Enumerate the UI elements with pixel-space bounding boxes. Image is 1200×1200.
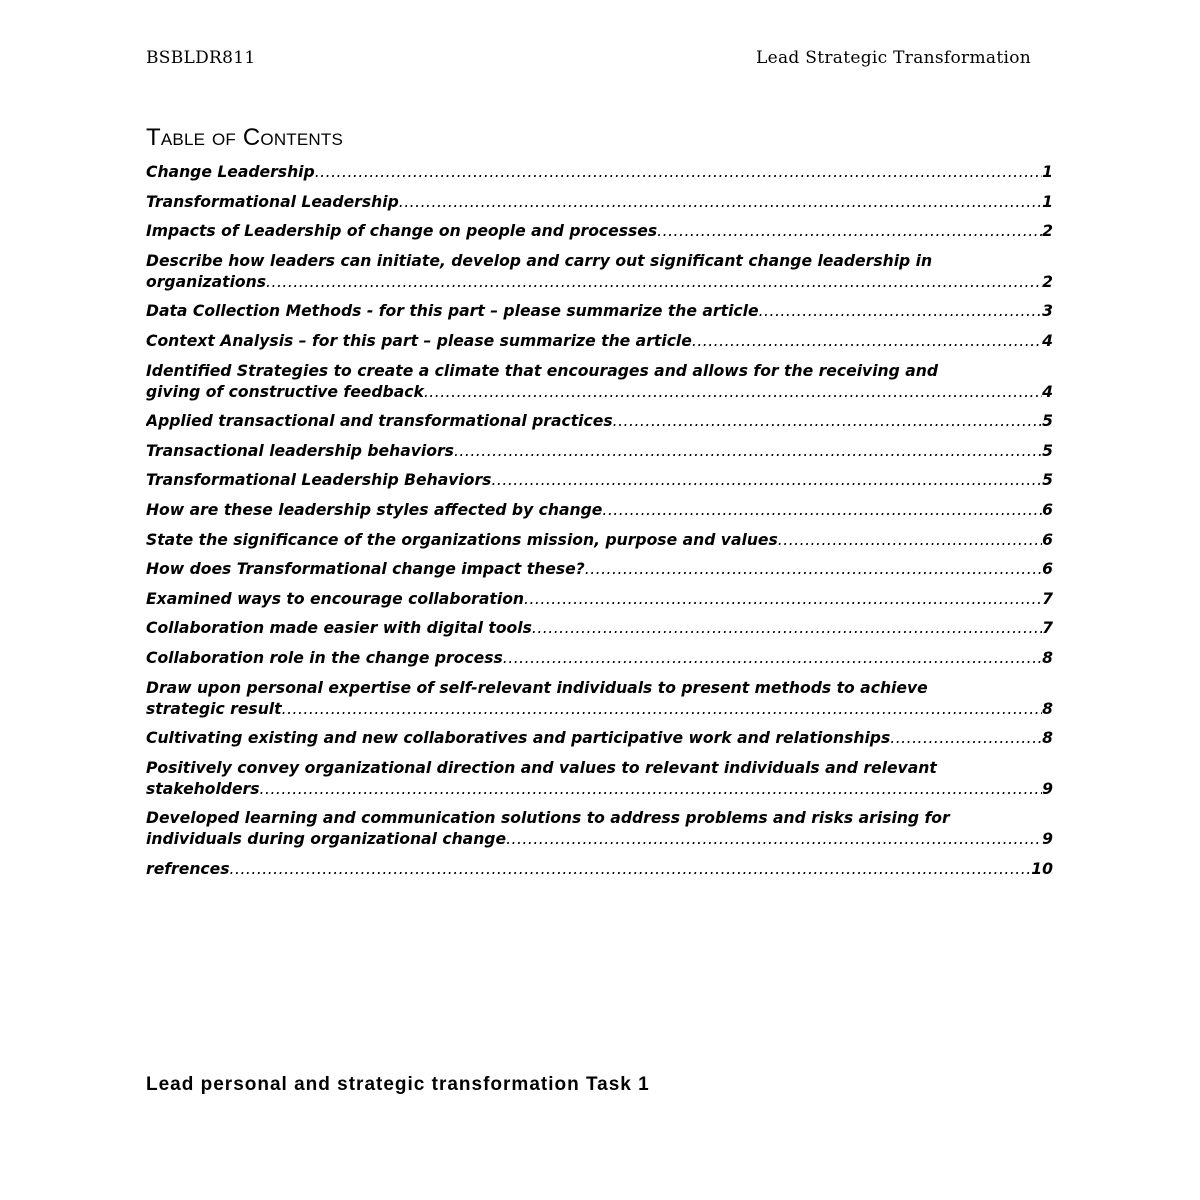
toc-entry[interactable] <box>146 162 1053 183</box>
toc-entry[interactable] <box>146 758 1053 800</box>
toc-dot-leader <box>503 648 1042 669</box>
toc-entry-line <box>146 500 1053 521</box>
toc-entry-title[interactable]: Developed learning and communication solutions to address problems and risks arising for <box>146 809 950 828</box>
toc-entry-line <box>146 699 1053 720</box>
toc-entry[interactable] <box>146 411 1053 432</box>
toc-entry-title-continuation[interactable]: stakeholders <box>146 779 260 798</box>
toc-page-number[interactable]: 1 <box>1042 192 1053 211</box>
toc-entry[interactable] <box>146 361 1053 403</box>
toc-dot-leader <box>778 530 1042 551</box>
toc-entry-title[interactable]: Cultivating existing and new collaboratives and participative work and relationships <box>146 729 891 748</box>
toc-entry-line <box>146 272 1053 293</box>
toc-page-number[interactable]: 3 <box>1042 302 1053 321</box>
toc-entry-title[interactable]: Positively convey organizational direction and values to relevant individuals and relevant <box>146 758 937 777</box>
toc-page-number[interactable]: 4 <box>1042 382 1053 401</box>
toc-entry-line <box>146 382 1053 403</box>
toc-entry[interactable] <box>146 859 1053 880</box>
toc-entry[interactable] <box>146 618 1053 639</box>
toc-dot-leader <box>491 470 1042 491</box>
toc-entry-line <box>146 648 1053 669</box>
toc-dot-leader <box>532 618 1042 639</box>
toc-dot-leader <box>759 301 1043 322</box>
toc-page-number[interactable]: 6 <box>1042 560 1053 579</box>
toc-page-number[interactable]: 8 <box>1042 648 1053 667</box>
toc-dot-leader <box>315 162 1042 183</box>
toc-entry[interactable] <box>146 221 1053 242</box>
toc-entry[interactable] <box>146 441 1053 462</box>
toc-dot-leader <box>613 411 1043 432</box>
toc-entry-line <box>146 221 1053 242</box>
toc-page-number[interactable]: 8 <box>1042 699 1053 718</box>
toc-entry-line <box>146 728 1053 749</box>
toc-entry-title[interactable]: How does Transformational change impact these? <box>146 560 585 579</box>
toc-dot-leader <box>399 192 1042 213</box>
toc-entry[interactable] <box>146 500 1053 521</box>
task-heading: Lead personal and strategic transformation Task 1 <box>146 1074 650 1095</box>
header-document-title: Lead Strategic Transformation <box>756 48 1031 68</box>
toc-entry-line <box>146 859 1053 880</box>
toc-entry-line <box>146 162 1053 183</box>
toc-entry[interactable] <box>146 331 1053 352</box>
toc-entry[interactable] <box>146 589 1053 610</box>
toc-page-number[interactable]: 7 <box>1042 619 1053 638</box>
toc-page-number[interactable]: 9 <box>1042 779 1053 798</box>
toc-dot-leader <box>524 589 1042 610</box>
toc-entry-title[interactable]: Examined ways to encourage collaboration <box>146 589 525 608</box>
toc-dot-leader <box>454 441 1042 462</box>
toc-entry-line <box>146 589 1053 610</box>
toc-entry[interactable] <box>146 678 1053 720</box>
toc-entry-line <box>146 779 1053 800</box>
toc-entry[interactable] <box>146 530 1053 551</box>
toc-entry[interactable] <box>146 559 1053 580</box>
toc-entry-title[interactable]: Transactional leadership behaviors <box>146 441 454 460</box>
toc-dot-leader <box>602 500 1042 521</box>
toc-title: Table of Contents <box>146 124 344 151</box>
toc-page-number[interactable]: 1 <box>1042 163 1053 181</box>
toc-entry[interactable] <box>146 470 1053 491</box>
toc-entry-title[interactable]: Transformational Leadership Behaviors <box>146 471 492 490</box>
toc-dot-leader <box>692 331 1042 352</box>
toc-entry-line <box>146 470 1053 491</box>
toc-entry-line <box>146 618 1053 639</box>
toc-entry-title[interactable]: Change Leadership <box>146 163 315 181</box>
toc-entry[interactable] <box>146 808 1053 850</box>
toc-page-number[interactable]: 4 <box>1042 331 1053 350</box>
toc-entry-line <box>146 331 1053 352</box>
toc-dot-leader <box>260 779 1043 800</box>
toc-entry-title[interactable]: Data Collection Methods - for this part – please summarize the article <box>146 302 759 321</box>
toc-entry-line <box>146 301 1053 322</box>
toc-entry-title[interactable]: Collaboration made easier with digital tools <box>146 619 532 638</box>
toc-entry-title[interactable]: Collaboration role in the change process <box>146 648 503 667</box>
toc-page-number[interactable]: 2 <box>1042 272 1053 291</box>
toc-entry-title[interactable]: Applied transactional and transformational practices <box>146 412 613 431</box>
toc-page-number[interactable]: 10 <box>1031 859 1053 878</box>
toc-entry-title[interactable]: Transformational Leadership <box>146 192 399 211</box>
toc-entry-title[interactable]: Context Analysis – for this part – please summarize the article <box>146 331 692 350</box>
toc-entry[interactable] <box>146 648 1053 669</box>
toc-dot-leader <box>266 272 1042 293</box>
toc-entry-line <box>146 829 1053 850</box>
toc-entry[interactable] <box>146 301 1053 322</box>
toc-entry[interactable] <box>146 251 1053 293</box>
toc-entry-line <box>146 411 1053 432</box>
toc-dot-leader <box>890 728 1042 749</box>
toc-entry-title-continuation[interactable]: strategic result <box>146 699 282 718</box>
toc-dot-leader <box>657 221 1042 242</box>
toc-dot-leader <box>506 829 1042 850</box>
toc-dot-leader <box>585 559 1042 580</box>
toc-dot-leader <box>230 859 1032 880</box>
toc-page-number[interactable]: 6 <box>1042 500 1053 519</box>
page-header <box>146 48 1031 72</box>
toc-entry[interactable] <box>146 192 1053 213</box>
toc-entry-title[interactable]: Identified Strategies to create a climate that encourages and allows for the receiving and <box>146 361 939 380</box>
toc-page-number[interactable]: 8 <box>1042 729 1053 748</box>
toc-entry-title[interactable]: State the significance of the organizations mission, purpose and values <box>146 530 778 549</box>
toc-entry-title[interactable]: Draw upon personal expertise of self-relevant individuals to present methods to achieve <box>146 678 928 697</box>
toc-entry-title-continuation[interactable]: giving of constructive feedback <box>146 382 424 401</box>
header-course-code: BSBLDR811 <box>146 48 256 68</box>
toc-entry-title-continuation[interactable]: individuals during organizational change <box>146 830 507 849</box>
toc-page-number[interactable]: 7 <box>1042 589 1053 608</box>
toc-entry-line <box>146 192 1053 213</box>
toc-entry-line <box>146 441 1053 462</box>
toc-page-number[interactable]: 5 <box>1042 471 1053 490</box>
toc-dot-leader <box>282 699 1043 720</box>
toc-entry-title[interactable]: How are these leadership styles affected by change <box>146 500 603 519</box>
toc-dot-leader <box>424 382 1042 403</box>
toc-page-number[interactable]: 6 <box>1042 530 1053 549</box>
toc-entry[interactable] <box>146 728 1053 749</box>
table-of-contents <box>146 162 1053 888</box>
toc-entry-title[interactable]: refrences <box>146 859 230 878</box>
toc-entry-line <box>146 530 1053 551</box>
toc-entry-title[interactable]: Describe how leaders can initiate, develop and carry out significant change leadership in <box>146 251 933 270</box>
toc-page-number[interactable]: 2 <box>1042 222 1053 241</box>
toc-entry-title[interactable]: Impacts of Leadership of change on people and processes <box>146 222 658 241</box>
toc-entry-line <box>146 559 1053 580</box>
toc-page-number[interactable]: 9 <box>1042 830 1053 849</box>
toc-page-number[interactable]: 5 <box>1042 441 1053 460</box>
toc-page-number[interactable]: 5 <box>1042 412 1053 431</box>
toc-entry-title-continuation[interactable]: organizations <box>146 272 267 291</box>
